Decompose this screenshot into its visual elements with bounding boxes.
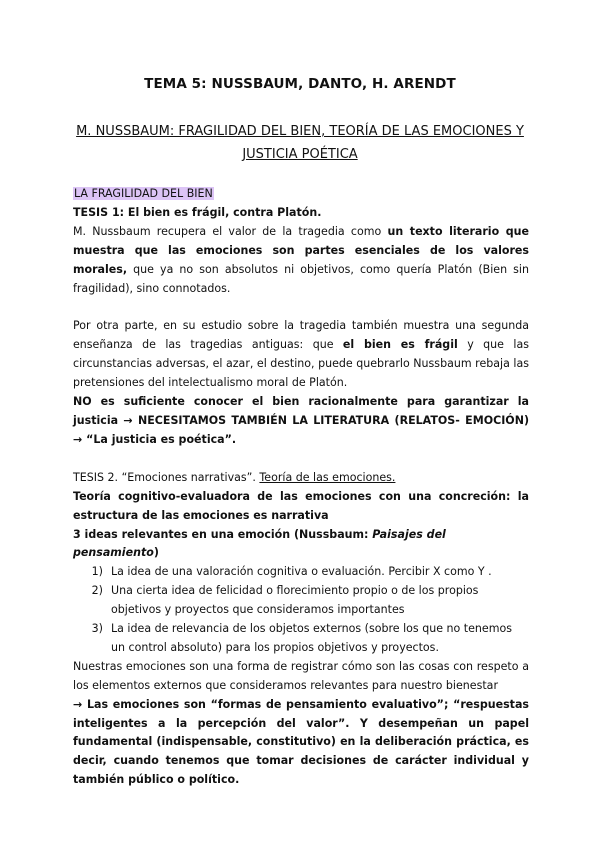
p5-bold: → Las emociones son “formas de pensamiento evaluativo”; “respuestas inteligentes a la percepción del valor”. Y desempeñan un papel fundamental (indispensable, constitutivo) en la deliberación práctica, es decir, cuando tenemos que tomar decisiones de carácter individual y también público o político. <box>73 697 529 787</box>
list-text: La idea de relevancia de los objetos externos (sobre los que no tenemos un control absoluto) para los propios objetivos y proyectos. <box>111 622 512 654</box>
page-title: TEMA 5: NUSSBAUM, DANTO, H. ARENDT <box>144 76 456 92</box>
list-number: 1) <box>91 565 103 579</box>
list-item <box>73 620 529 658</box>
paragraph-3 <box>73 393 529 450</box>
p1-text-c: que ya no son absolutos ni objetivos, como quería Platón (Bien sin fragilidad), sino connotados. <box>73 262 529 295</box>
p2-text-c: y que las circunstancias adversas, el azar, el destino, puede quebrarlo Nussbaum rebaja las pretensiones del intelectualismo moral de Platón. <box>73 338 529 390</box>
ideas-list <box>73 563 529 658</box>
ideas-heading <box>73 526 529 564</box>
spacer <box>73 450 529 469</box>
paragraph-1 <box>73 223 529 299</box>
tesis2-subheading <box>73 488 529 526</box>
tesis1-heading <box>73 204 529 223</box>
ideas-text-c: ) <box>153 546 159 560</box>
list-number: 3) <box>91 622 103 636</box>
tesis1-text: TESIS 1: El bien es frágil, contra Platón. <box>73 205 322 219</box>
section1-heading-line <box>73 185 529 204</box>
p1-bold: un texto literario que muestra que las emociones son partes esenciales de los valores morales, <box>73 224 530 276</box>
ideas-text-a: 3 ideas relevantes en una emoción (Nussbaum: <box>73 527 373 541</box>
list-text: Una cierta idea de felicidad o florecimiento propio o de los propios objetivos y proyectos que consideramos importantes <box>111 584 479 617</box>
tesis2-text: TESIS 2. “Emociones narrativas”. <box>73 470 260 484</box>
list-item <box>73 582 529 620</box>
paragraph-5 <box>73 696 529 791</box>
p2-bold: el bien es frágil <box>342 338 458 352</box>
spacer <box>73 298 529 317</box>
list-item <box>73 563 529 582</box>
list-text: La idea de una valoración cognitiva o evaluación. Percibir X como Y . <box>111 565 492 579</box>
ideas-book-title: Paisajes del pensamiento <box>73 527 446 560</box>
paragraph-2 <box>73 317 529 393</box>
section-title: M. NUSSBAUM: FRAGILIDAD DEL BIEN, TEORÍA DE LAS EMOCIONES Y JUSTICIA POÉTICA <box>76 124 524 162</box>
p3-bold: NO es suficiente conocer el bien racionalmente para garantizar la justicia → NECESITAMOS TAMBIÉN LA LITERATURA (RELATOS- EMOCIÓN) → “La justicia es poética”. <box>73 395 529 446</box>
tesis2-bold-line: Teoría cognitivo-evaluadora de las emociones con una concreción: la estructura de las emociones es narrativa <box>73 489 529 522</box>
highlighted-heading: LA FRAGILIDAD DEL BIEN <box>74 187 213 200</box>
p2-text-a: Por otra parte, en su estudio sobre la tragedia también muestra una segunda enseñanza de las tragedias antiguas: que <box>73 319 529 352</box>
paragraph-4: Nuestras emociones son una forma de registrar cómo son las cosas con respeto a los elementos externos que consideramos relevantes para nuestro bienestar <box>73 659 529 692</box>
tesis2-underlined: Teoría de las emociones. <box>259 470 396 484</box>
list-number: 2) <box>91 584 103 598</box>
p1-text-a: M. Nussbaum recupera el valor de la tragedia como <box>73 224 388 238</box>
document-body <box>73 185 529 790</box>
tesis2-heading <box>73 469 529 488</box>
